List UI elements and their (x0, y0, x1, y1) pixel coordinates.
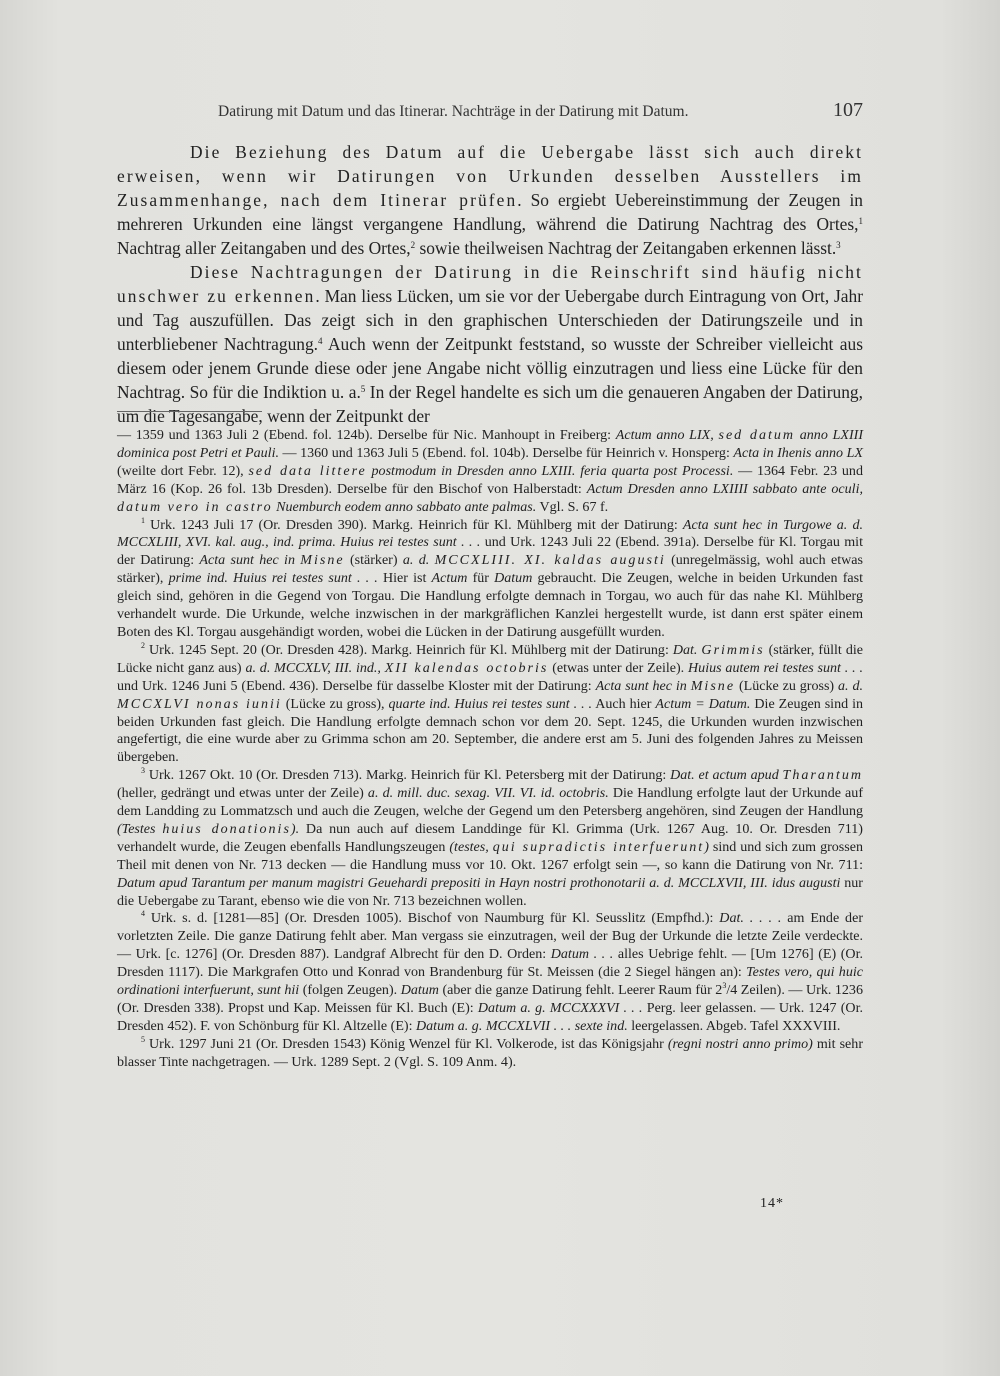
footnote-ref[interactable]: 3 (836, 240, 841, 250)
footnote-ref[interactable]: 5 (360, 384, 366, 394)
footnote-2: $^2$ Urk. 1245 Sept. 20 (Or. Dresden 428). Markg. Heinrich für Kl. Mühlberg mit der Datirung: Dat. Grimmis (stärker, füllt die Lücke nicht ganz aus) a. d. MCCXLV, III. ind., XII kalendas octobris (etwas unter der Zeile). Huius autem rei testes sunt . . . und Urk. 1246 Juni 5 (Ebend. 436). Derselbe für dasselbe Kloster mit der Datirung: Acta sunt hec in Misne (Lücke zu gross) a. d. MCCXLVI nonas iunii (Lücke zu gross), quarte ind. Huius rei testes sunt . . . Auch hier Actum = Datum. Die Zeugen sind in beiden Urkunden fast gleich. Die Handlung erfolgte demnach schon vor dem 20. Sept. 1245, die Urkunden wurden inzwischen angefertigt, die eine wurde aber zu Grimma schon am 20. September, die andere erst am 5. Juni des folgenden Jahres zu Meissen übergeben. (117, 640, 864, 766)
footnotes (117, 427, 863, 1072)
main-text (117, 140, 863, 428)
footnote-continuation: — 1359 und 1363 Juli 2 (Ebend. fol. 124b). Derselbe für Nic. Manhoupt in Freiberg: Actum anno LIX, sed datum anno LXIII dominica post Petri et Pauli. — 1360 und 1363 Juli 5 (Ebend. fol. 104b). Derselbe für Heinrich v. Honsperg: Acta in Ihenis anno LX (weilte dort Febr. 12), sed data littere postmodum in Dresden anno LXIII. feria quarta post Processi. — 1364 Febr. 23 und März 16 (Kop. 26 fol. 13b Dresden). Derselbe für den Bischof von Halberstadt: Actum Dresden anno LXIIII sabbato ante oculi, datum vero in castro Nuemburch eodem anno sabbato ante palmas. Vgl. S. 67 f. (117, 427, 863, 515)
signature-mark: 14* (760, 1196, 784, 1211)
footnote-4: $^4$ Urk. s. d. [1281—85] (Or. Dresden 1005). Bischof von Naumburg für Kl. Seusslitz (Empfhd.): Dat. . . . . am Ende der vorletzten Zeile. Die ganze Datirung fehlt aber. Man vergass sie einzutragen, weil der Bug der Urkunde die letzte Zeile verdeckte. — Urk. [c. 1276] (Or. Dresden 887). Landgraf Albrecht für den D. Orden: Datum . . . alles Uebrige fehlt. — [Um 1276] (E) (Or. Dresden 1117). Die Markgrafen Otto und Konrad von Brandenburg für St. Meissen (die 2 Siegel hängen an): Testes vero, qui huic ordinationi interfuerunt, sunt hii (folgen Zeugen). Datum (aber die ganze Datirung fehlt. Leerer Raum für $2^3/4$ Zeilen). — Urk. 1236 (Or. Dresden 338). Propst und Kap. Meissen für Kl. Buch (E): Datum a. g. MCCXXXVI . . . Perg. leer gelassen. — Urk. 1247 (Or. Dresden 452). F. von Schönburg für Kl. Altzelle (E): Datum a. g. MCCXLVII . . . sexte ind. leergelassen. Abgeb. Tafel XXXVIII. (117, 909, 863, 1034)
footnote-5: $^5$ Urk. 1297 Juni 21 (Or. Dresden 1543) König Wenzel für Kl. Volkerode, ist das Königsjahr (regni nostri anno primo) mit sehr blasser Tinte nachgetragen. — Urk. 1289 Sept. 2 (Vgl. S. 109 Anm. 4). (117, 1034, 863, 1070)
paragraph: Diese Nachtragungen der Datirung in die Reinschrift sind häufig nicht unschwer zu erkennen. Man liess Lücken, um sie vor der Uebergabe durch Eintragung von Ort, Jahr und Tag auszufüllen. Das zeigt sich in den graphischen Unterschieden der Datirungszeile und in unterbliebener Nachtragung.$^4$ Auch wenn der Zeitpunkt feststand, so wusste der Schreiber vielleicht aus diesem oder jenem Grunde diese oder jene Angabe nicht völlig einzutragen und liess eine Lücke für den Nachtrag. So für die Indiktion u. a.$^5$ In der Regel handelte es sich um die genaueren Angaben der Datirung, um die Tagesangabe, wenn der Zeitpunkt der (117, 262, 863, 426)
footnote-1: $^1$ Urk. 1243 Juli 17 (Or. Dresden 390). Markg. Heinrich für Kl. Mühlberg mit der Datirung: Acta sunt hec in Turgowe a. d. MCCXLIII, XVI. kal. aug., ind. prima. Huius rei testes sunt . . . und Urk. 1243 Juli 22 (Ebend. 391a). Derselbe für Kl. Torgau mit der Datirung: Acta sunt hec in Misne (stärker) a. d. MCCXLIII. XI. kaldas augusti (unregelmässig, wohl auch etwas stärker), prime ind. Huius rei testes sunt . . . Hier ist Actum für Datum gebraucht. Die Zeugen, welche in beiden Urkunden fast gleich sind, gehören in die Gegend von Torgau. Die Handlung erfolgte demnach in Torgau, wo auch für das nahe Kl. Mühlberg verhandelt wurde. Die Urkunde, welche inzwischen in der markgräflichen Kanzlei hergestellt wurde, ist dann erst später einem Boten des Kl. Torgau ausgehändigt worden, wobei die Lücken in der Datirung ausgefüllt wurden. (117, 515, 863, 640)
paragraph: Die Beziehung des Datum auf die Uebergabe lässt sich auch direkt erweisen, wenn wir Datirungen von Urkunden desselben Ausstellers im Zusammenhange, nach dem Itinerar prüfen. So ergiebt Uebereinstimmung der Zeugen in mehreren Urkunden eine längst vergangene Handlung, während die Datirung Nachtrag des Ortes,$^1$ Nachtrag aller Zeitangaben und des Ortes,$^2$ sowie theilweisen Nachtrag der Zeitangaben erkennen lässt.$^3$ (117, 142, 863, 258)
footnote-ref[interactable]: 2 (410, 240, 416, 250)
page-header (218, 99, 863, 127)
footnote-ref[interactable]: 4 (318, 336, 323, 346)
running-head: Datirung mit Datum und das Itinerar. Nachträge in der Datirung mit Datum. (218, 103, 689, 120)
footnote-3: $^3$ Urk. 1267 Okt. 10 (Or. Dresden 713). Markg. Heinrich für Kl. Petersberg mit der Datirung: Dat. et actum apud Tharantum (heller, gedrängt und etwas unter der Zeile) a. d. mill. duc. sexag. VII. VI. id. octobris. Die Handlung erfolgte laut der Urkunde auf dem Landding zu Lommatzsch und auch die Zeugen, welche der Gegend um den Petersberg angehören, sind Zeugen der Handlung (Testes huius donationis). Da nun auch auf diesem Landdinge für Kl. Grimma (Urk. 1267 Aug. 10. Or. Dresden 711) verhandelt wurde, die Zeugen ebenfalls Handlungszeugen (testes, qui supradictis interfuerunt) sind und sich zum grossen Theil mit denen von Nr. 713 decken — die Handlung muss vor 10. Okt. 1267 erfolgt sein —, so kann die Datirung von Nr. 711: Datum apud Tarantum per manum magistri Geuehardi prepositi in Hayn nostri prothonotarii a. d. MCCLXVII, III. idus augusti nur die Uebergabe zu Tarant, ebenso wie die von Nr. 713 bezeichnen wollen. (117, 766, 863, 909)
page-number: 107 (833, 99, 863, 121)
footnote-separator (117, 411, 262, 412)
footnote-ref[interactable]: 1 (858, 216, 863, 226)
